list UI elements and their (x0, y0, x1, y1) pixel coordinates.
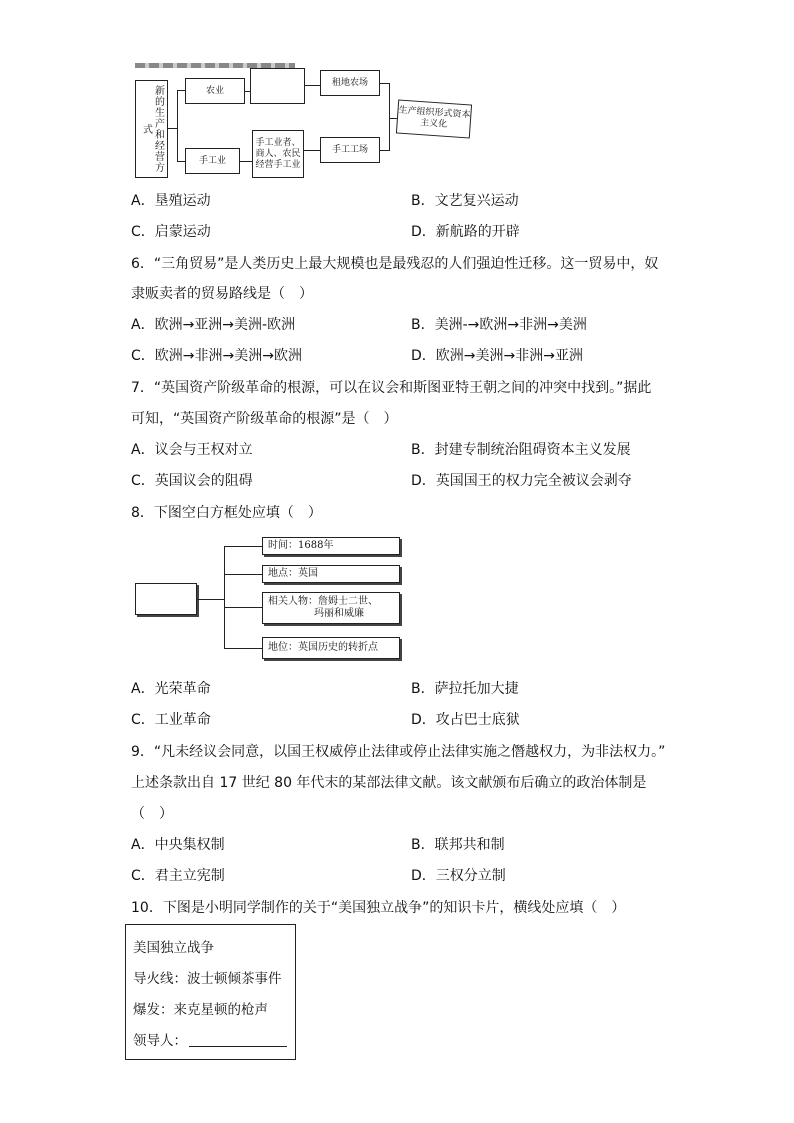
option-d[interactable]: D．三权分立制 (411, 868, 506, 884)
box-agriculture: 农业 (185, 78, 245, 104)
connector (177, 161, 185, 162)
connector (224, 574, 262, 575)
option-d[interactable]: D．欧洲→美洲→非洲→亚洲 (411, 348, 583, 364)
question-10-text: 10．下图是小明同学制作的关于“美国独立战争”的知识卡片，横线处应填（ ） (131, 900, 626, 916)
card-outbreak: 爆发：来克星顿的枪声 (133, 1002, 268, 1018)
box-handicraft: 手工业 (185, 148, 240, 174)
option-b[interactable]: B．文艺复兴运动 (411, 193, 519, 209)
question-9-text: 上述条款出自 17 世纪 80 年代末的某部法律文献。该文献颁布后确立的政治体制是 (131, 775, 647, 791)
option-c[interactable]: C．英国议会的阻碍 (131, 473, 253, 489)
connector (224, 607, 262, 608)
option-b[interactable]: B．联邦共和制 (411, 837, 505, 853)
question-9-text: （ ） (131, 806, 173, 822)
connector (177, 90, 178, 162)
connector (177, 90, 185, 91)
knowledge-card (125, 924, 296, 1060)
people-line-2: 玛丽和威廉 (314, 608, 364, 619)
option-c[interactable]: C．君主立宪制 (131, 868, 225, 884)
option-b[interactable]: B．美洲-→欧洲→非洲→美洲 (411, 317, 587, 333)
card-fuse: 导火线：波士顿倾茶事件 (133, 971, 282, 987)
diagram-economic-mode (130, 60, 490, 185)
diagram-left-label: 新的生产和经营方式 (135, 80, 168, 178)
people-line-1: 相关人物：詹姆士二世、 (268, 596, 378, 607)
connector (197, 599, 225, 600)
box-blank (250, 68, 305, 104)
question-7-text: 7．“英国资产阶级革命的根源，可以在议会和斯图亚特王朝之间的冲突中找到。”据此 (131, 380, 652, 396)
card-title: 美国独立战争 (133, 940, 214, 956)
option-d[interactable]: D．英国国王的权力完全被议会剥夺 (411, 473, 632, 489)
card-leader: 领导人： (133, 1033, 187, 1049)
box-rent-farm: 租地农场 (320, 70, 380, 96)
question-6-text: 6．“三角贸易”是人类历史上最大规模也是最残忍的人们强迫性迁移。这一贸易中，奴 (131, 256, 659, 272)
question-9-text: 9．“凡未经议会同意，以国王权威停止法律或停止法律实施之僭越权力，为非法权力。” (131, 744, 666, 760)
option-a[interactable]: A．议会与王权对立 (131, 442, 253, 458)
connector (224, 546, 262, 547)
connector (380, 150, 390, 151)
box-workers: 手工业者、商人、农民经营手工业 (252, 130, 304, 178)
question-6-text: 隶贩卖者的贸易路线是（ ） (131, 286, 313, 302)
status-box: 地位：英国历史的转折点 (262, 637, 400, 659)
people-box (262, 592, 400, 624)
option-c[interactable]: C．启蒙运动 (131, 224, 211, 240)
time-box: 时间：1688年 (262, 537, 400, 555)
option-a[interactable]: A．光荣革命 (131, 681, 211, 697)
option-b[interactable]: B．萨拉托加大捷 (411, 681, 519, 697)
box-workshop: 手工工场 (320, 137, 380, 163)
leader-blank-line[interactable] (189, 1046, 287, 1047)
option-b[interactable]: B．封建专制统治阻碍资本主义发展 (411, 442, 631, 458)
box-result: 生产组织形式资本主义化 (396, 99, 472, 138)
diagram-glorious-revolution (135, 535, 405, 665)
arrow (305, 85, 320, 86)
option-a[interactable]: A．中央集权制 (131, 837, 225, 853)
connector (389, 83, 390, 151)
option-c[interactable]: C．欧洲→非洲→美洲→欧洲 (131, 348, 302, 364)
option-a[interactable]: A．欧洲→亚洲→美洲-欧洲 (131, 317, 296, 333)
arrow (240, 161, 252, 162)
question-7-text: 可知，“英国资产阶级革命的根源”是（ ） (131, 411, 398, 427)
question-8-text: 8．下图空白方框处应填（ ） (131, 505, 322, 521)
option-a[interactable]: A．垦殖运动 (131, 193, 211, 209)
connector (224, 546, 225, 648)
place-box: 地点：英国 (262, 565, 400, 583)
connector (389, 118, 397, 119)
blank-answer-box (135, 583, 197, 615)
option-c[interactable]: C．工业革命 (131, 712, 211, 728)
connector (224, 648, 262, 649)
option-d[interactable]: D．新航路的开辟 (411, 224, 520, 240)
arrow (304, 150, 320, 151)
option-d[interactable]: D．攻占巴士底狱 (411, 712, 520, 728)
